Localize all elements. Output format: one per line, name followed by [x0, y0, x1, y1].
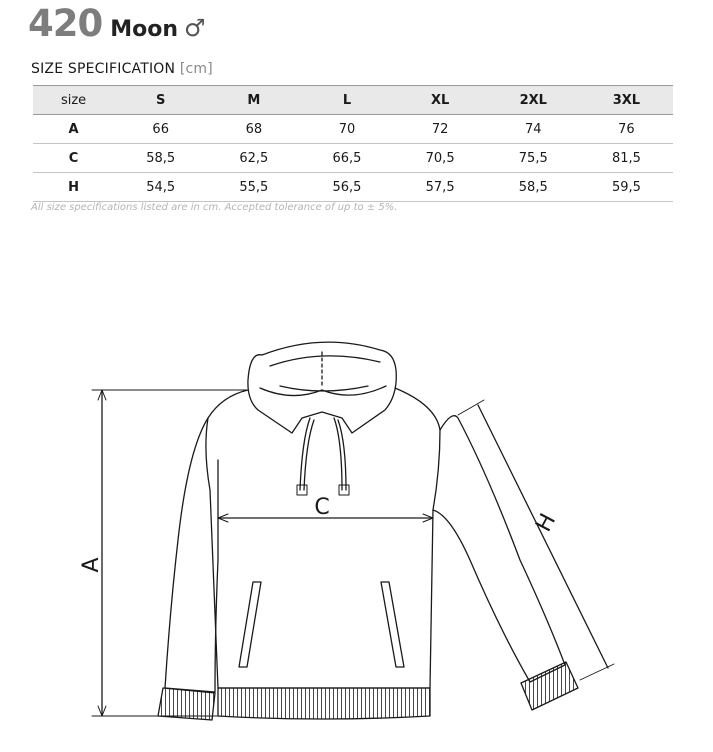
label-a: A [79, 557, 104, 573]
product-name: Moon [110, 17, 179, 42]
hoodie-body [206, 388, 440, 688]
size-table [33, 85, 673, 202]
drawstring-left-2 [304, 420, 314, 490]
table-cell: 56,5 [300, 173, 393, 202]
spec-title [31, 61, 213, 77]
hood-inner [270, 356, 380, 366]
column-header: S [114, 86, 207, 115]
hoodie-diagram [0, 300, 713, 740]
table-cell: 74 [487, 115, 580, 144]
label-c: C [314, 495, 330, 520]
column-header: 3XL [580, 86, 673, 115]
row-label: H [33, 173, 114, 202]
column-header: M [207, 86, 300, 115]
table-cell: 68 [207, 115, 300, 144]
measure-h-line [478, 405, 608, 668]
column-header: size [33, 86, 114, 115]
table-cell: 59,5 [580, 173, 673, 202]
table-cell: 81,5 [580, 144, 673, 173]
row-label: C [33, 144, 114, 173]
tolerance-note: All size specifications listed are in cm. Accepted tolerance of up to ± 5%. [31, 202, 398, 213]
table-row [33, 115, 673, 144]
table-cell: 54,5 [114, 173, 207, 202]
table-cell: 70,5 [394, 144, 487, 173]
right-cuff [521, 662, 578, 710]
table-cell: 66 [114, 115, 207, 144]
table-cell: 57,5 [394, 173, 487, 202]
product-code: 420 [28, 2, 103, 45]
table-cell: 55,5 [207, 173, 300, 202]
left-cuff [158, 688, 215, 720]
spec-unit: [cm] [179, 61, 213, 77]
table-cell: 76 [580, 115, 673, 144]
table-cell: 66,5 [300, 144, 393, 173]
table-row [33, 144, 673, 173]
label-h: H [531, 509, 562, 537]
column-header: XL [394, 86, 487, 115]
pocket-right [381, 582, 404, 667]
table-header-row [33, 86, 673, 115]
column-header: L [300, 86, 393, 115]
right-sleeve [433, 416, 565, 682]
table-cell: 62,5 [207, 144, 300, 173]
table-cell: 58,5 [114, 144, 207, 173]
table-cell: 58,5 [487, 173, 580, 202]
column-header: 2XL [487, 86, 580, 115]
row-label: A [33, 115, 114, 144]
pocket-left [239, 582, 261, 667]
waistband [218, 688, 430, 719]
product-header [28, 2, 206, 46]
table-cell: 70 [300, 115, 393, 144]
left-sleeve [165, 418, 218, 692]
table-cell: 72 [394, 115, 487, 144]
drawstring-tip-right [339, 485, 349, 495]
table-cell: 75,5 [487, 144, 580, 173]
drawstring-tip-left [297, 485, 307, 495]
table-row [33, 173, 673, 202]
male-icon: ♂ [184, 14, 206, 42]
spec-title-text: SIZE SPECIFICATION [31, 61, 176, 77]
